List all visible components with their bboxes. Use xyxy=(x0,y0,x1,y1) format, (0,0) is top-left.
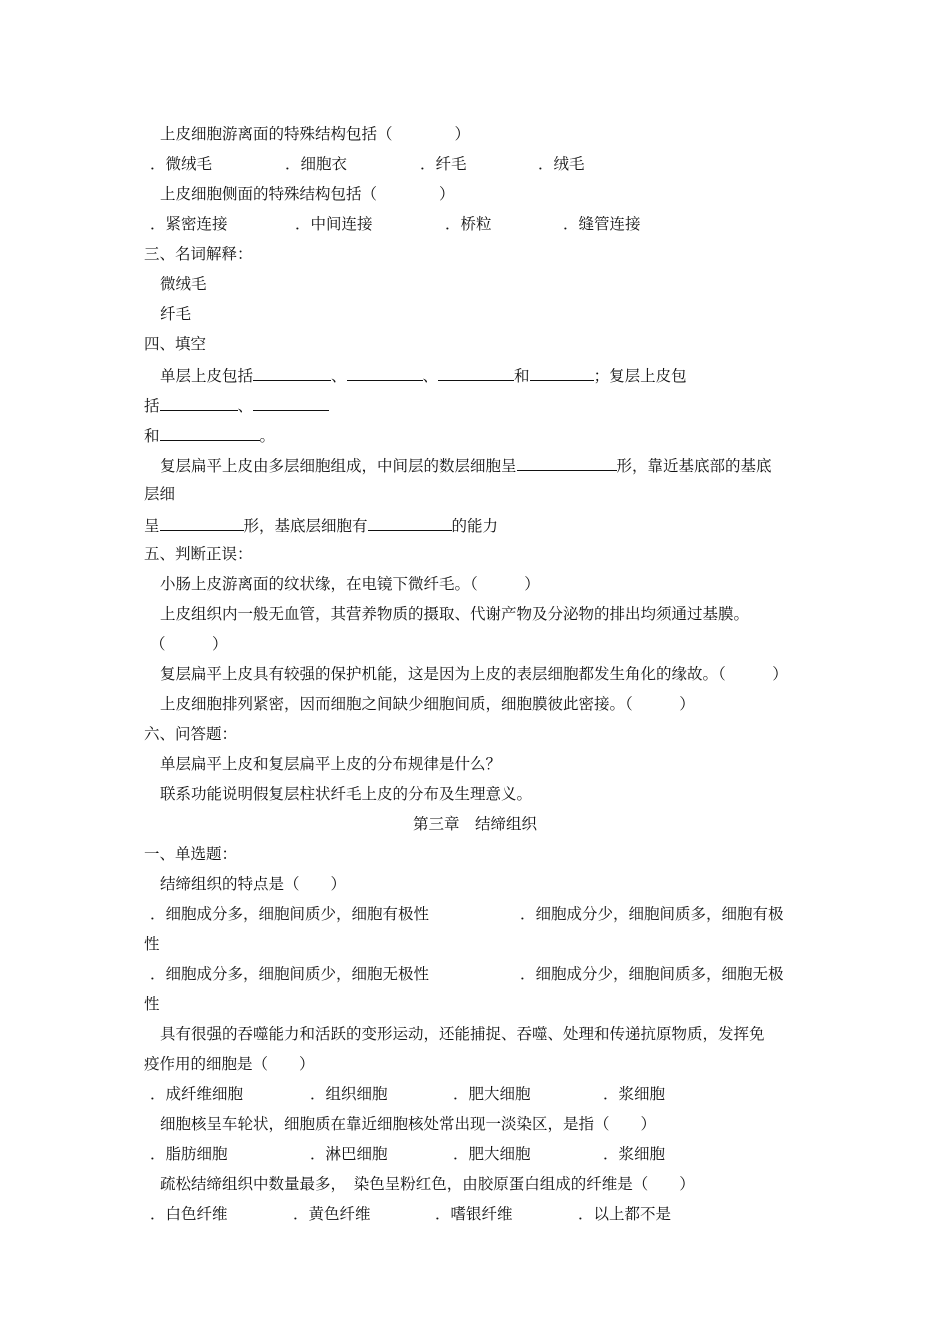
option-wrap: 性 xyxy=(144,995,160,1013)
fill-text: 形，基底层细胞有 xyxy=(243,517,368,535)
mcq-question: 结缔组织的特点是（ ） xyxy=(160,875,347,893)
option-c: ．纤毛 xyxy=(420,155,467,173)
essay-question: 联系功能说明假复层柱状纤毛上皮的分布及生理意义。 xyxy=(160,785,533,803)
option-b: ．细胞衣 xyxy=(285,155,348,173)
option-wrap: 性 xyxy=(144,935,160,953)
chapter-title: 第三章 结缔组织 xyxy=(412,815,537,833)
fill-text: ；复层上皮包 xyxy=(593,367,687,385)
option-a: ．紧密连接 xyxy=(150,215,228,233)
mcq-question: 细胞核呈车轮状，细胞质在靠近细胞核处常出现一淡染区，是指（ ） xyxy=(160,1115,657,1133)
option-d: ．细胞成分少，细胞间质多，细胞无极 xyxy=(520,965,784,983)
fill-text: 括 xyxy=(144,397,160,415)
judgement-item: 上皮组织内一般无血管，其营养物质的摄取、代谢产物及分泌物的排出均须通过基膜。 xyxy=(160,605,750,623)
fill-text: 复层扁平上皮由多层细胞组成，中间层的数层细胞呈 xyxy=(160,457,517,475)
fill-line-1-end xyxy=(144,424,275,446)
option-d: ．绒毛 xyxy=(538,155,585,173)
option-d: ．浆细胞 xyxy=(603,1085,666,1103)
fill-line-1-wrap xyxy=(144,394,329,416)
section-heading: 六、问答题： xyxy=(144,725,238,743)
answer-blank[interactable] xyxy=(438,364,514,381)
fill-text: 和 xyxy=(144,427,160,445)
option-b: ．淋巴细胞 xyxy=(310,1145,388,1163)
fill-line-2 xyxy=(160,454,772,476)
option-a: ．微绒毛 xyxy=(150,155,213,173)
section-heading: 四、填空 xyxy=(144,335,207,353)
option-b: ．中间连接 xyxy=(295,215,373,233)
answer-blank[interactable] xyxy=(347,364,423,381)
answer-blank[interactable] xyxy=(160,424,260,441)
fill-text: 的能力 xyxy=(451,517,499,535)
fill-text: 和 xyxy=(514,367,530,385)
fill-line-2-end xyxy=(144,514,498,536)
term-item: 微绒毛 xyxy=(160,275,207,293)
fill-line-2-wrap: 层细 xyxy=(144,485,176,503)
option-d: ．缝管连接 xyxy=(563,215,641,233)
fill-text: 。 xyxy=(259,427,276,445)
option-a: ．成纤维细胞 xyxy=(150,1085,244,1103)
answer-blank[interactable] xyxy=(517,454,617,471)
fill-text: 、 xyxy=(237,397,254,415)
judgement-item: 小肠上皮游离面的纹状缘，在电镜下微纤毛。（ ） xyxy=(160,575,540,593)
mcq-question: 具有很强的吞噬能力和活跃的变形运动，还能捕捉、吞噬、处理和传递抗原物质，发挥免 xyxy=(160,1025,765,1043)
option-d: ．以上都不是 xyxy=(578,1205,672,1223)
option-c: ．肥大细胞 xyxy=(453,1085,531,1103)
option-b: ．组织细胞 xyxy=(310,1085,388,1103)
section-heading: 五、判断正误： xyxy=(144,545,253,563)
judgement-item: 复层扁平上皮具有较强的保护机能，这是因为上皮的表层细胞都发生角化的缘故。（ ） xyxy=(160,665,788,683)
fill-text: 单层上皮包括 xyxy=(160,367,254,385)
fill-text: 、 xyxy=(422,367,439,385)
essay-question: 单层扁平上皮和复层扁平上皮的分布规律是什么？ xyxy=(160,755,502,773)
option-c: ．细胞成分多，细胞间质少，细胞无极性 xyxy=(150,965,430,983)
option-b: ．细胞成分少，细胞间质多，细胞有极 xyxy=(520,905,784,923)
section-heading: 一、单选题： xyxy=(144,845,238,863)
option-c: ．嗜银纤维 xyxy=(435,1205,513,1223)
option-d: ．浆细胞 xyxy=(603,1145,666,1163)
answer-blank[interactable] xyxy=(160,514,244,531)
question-apical-structures: 上皮细胞游离面的特殊结构包括（ ） xyxy=(160,125,471,143)
answer-blank[interactable] xyxy=(253,394,329,411)
mcq-question: 疏松结缔组织中数量最多， 染色呈粉红色，由胶原蛋白组成的纤维是（ ） xyxy=(160,1175,695,1193)
answer-blank[interactable] xyxy=(368,514,452,531)
judgement-paren: （ ） xyxy=(150,635,228,653)
fill-text: 呈 xyxy=(144,517,160,535)
fill-line-1 xyxy=(160,364,687,386)
fill-text: 、 xyxy=(331,367,347,385)
option-a: ．细胞成分多，细胞间质少，细胞有极性 xyxy=(150,905,430,923)
answer-blank[interactable] xyxy=(530,364,594,381)
option-c: ．桥粒 xyxy=(445,215,492,233)
question-lateral-structures: 上皮细胞侧面的特殊结构包括（ ） xyxy=(160,185,455,203)
mcq-question-wrap: 疫作用的细胞是（ ） xyxy=(144,1055,315,1073)
option-a: ．白色纤维 xyxy=(150,1205,228,1223)
option-c: ．肥大细胞 xyxy=(453,1145,531,1163)
judgement-item: 上皮细胞排列紧密，因而细胞之间缺少细胞间质，细胞膜彼此密接。（ ） xyxy=(160,695,695,713)
option-a: ．脂肪细胞 xyxy=(150,1145,228,1163)
answer-blank[interactable] xyxy=(160,394,238,411)
answer-blank[interactable] xyxy=(253,364,331,381)
option-b: ．黄色纤维 xyxy=(293,1205,371,1223)
fill-text: 形，靠近基底部的基底 xyxy=(616,457,772,475)
section-heading: 三、名词解释： xyxy=(144,245,253,263)
term-item: 纤毛 xyxy=(160,305,192,323)
